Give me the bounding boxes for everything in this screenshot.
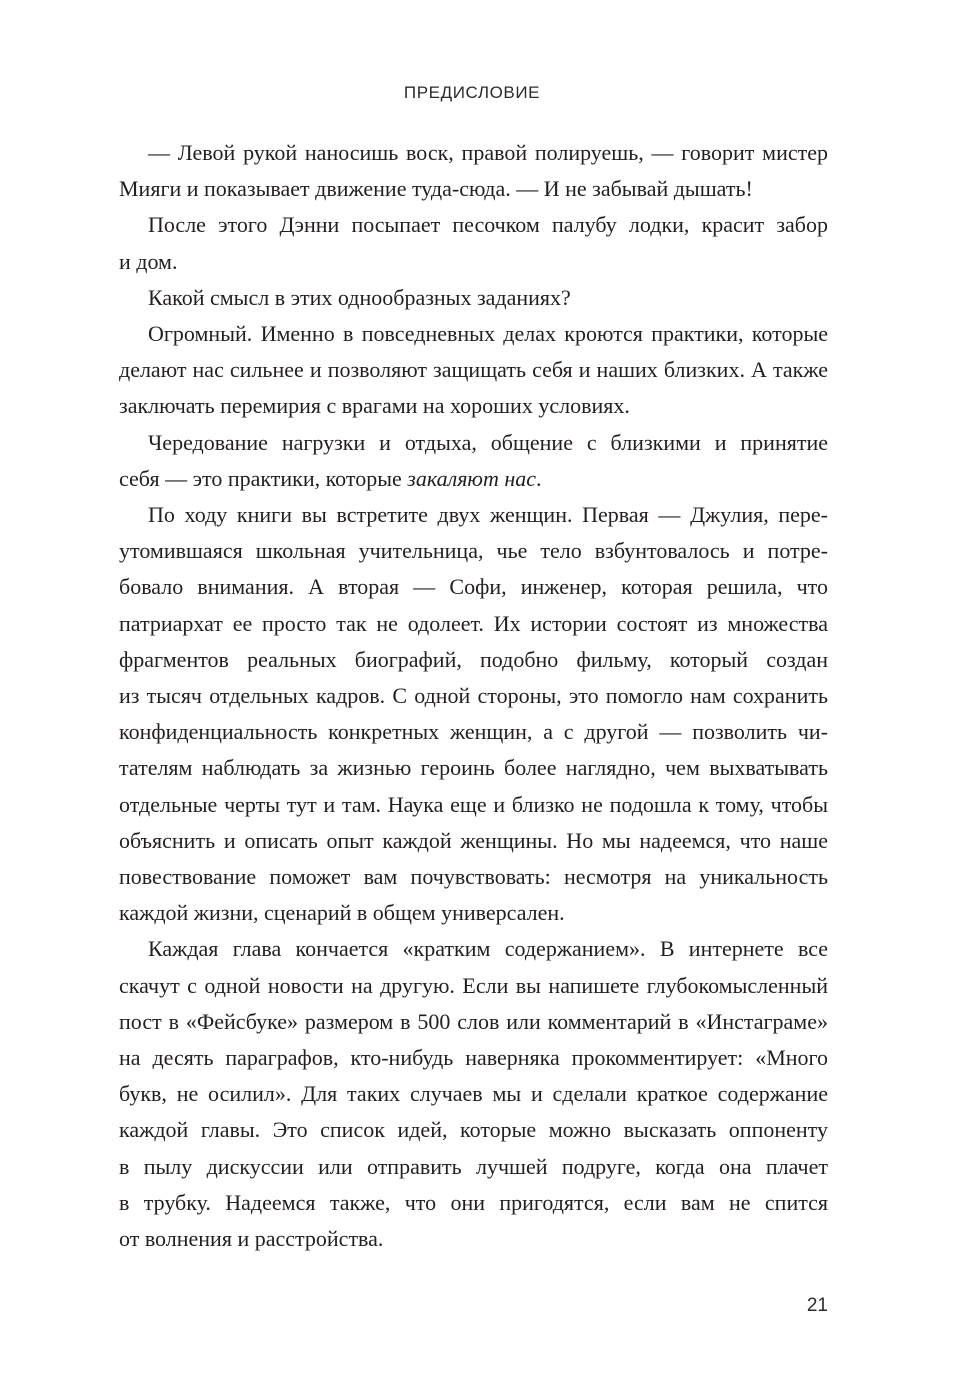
page-number: 21: [806, 1295, 828, 1316]
text-line: По ходу книги вы встретите двух женщин. Первая — Джулия, пере-: [148, 502, 828, 528]
text-line: фрагментов реальных биографий, подобно фильму, который создан: [119, 646, 828, 672]
text-line: объяснить и описать опыт каждой женщины. Но мы надеемся, что наше: [119, 827, 828, 853]
text-line: Каждая глава кончается «кратким содержанием». В интернете все: [148, 936, 828, 962]
text-segment: себя — это практики, которые: [119, 465, 408, 491]
text-line: скачут с одной новости на другую. Если вы напишете глубокомысленный: [119, 972, 828, 998]
text-line: тателям наблюдать за жизнью героинь более наглядно, чем выхватывать: [119, 755, 828, 781]
running-head-title: ПРЕДИСЛОВИЕ: [403, 83, 541, 102]
text-line: из тысяч отдельных кадров. С одной стороны, это помогло нам сохранить: [119, 683, 828, 709]
paragraph-2: [119, 207, 828, 279]
text-line: от волнения и расстройства.: [119, 1226, 384, 1252]
text-line: букв, не осилил». Для таких случаев мы и сделали краткое содержание: [119, 1081, 828, 1107]
text-line: делают нас сильнее и позволяют защищать себя и наших близких. А также: [119, 357, 828, 383]
text-line: патриархат ее просто так не одолеет. Их истории состоят из множества: [119, 610, 828, 636]
text-line: заключать перемирия с врагами на хороших условиях.: [119, 393, 630, 419]
text-line: повествование поможет вам почувствовать: несмотря на уникальность: [119, 864, 828, 890]
text-segment: .: [536, 465, 542, 491]
text-line: Какой смысл в этих однообразных заданиях?: [148, 284, 571, 310]
text-line: в трубку. Надеемся также, что они пригодятся, если вам не спится: [119, 1189, 828, 1215]
text-line: каждой главы. Это список идей, которые можно высказать оппоненту: [119, 1117, 828, 1143]
text-line: — Левой рукой наносишь воск, правой полируешь, — говорит мистер: [148, 140, 828, 165]
text-line: После этого Дэнни посыпает песочком палубу лодки, красит забор: [148, 212, 828, 238]
paragraph-1: [119, 135, 828, 207]
emphasis-text: закаляют нас: [407, 465, 537, 491]
text-line: каждой жизни, сценарий в общем универсален.: [119, 900, 565, 926]
paragraph-6: [119, 497, 828, 931]
text-line: в пылу дискуссии или отправить лучшей подруге, когда она плачет: [119, 1153, 828, 1179]
text-line: пост в «Фейсбуке» размером в 500 слов или комментарий в «Инстаграме»: [119, 1008, 828, 1034]
paragraph-5: [119, 425, 828, 497]
text-line: Мияги и показывает движение туда-сюда. — И не забывай дышать!: [119, 176, 753, 202]
text-line-with-emphasis: [119, 461, 828, 497]
text-line: на десять параграфов, кто-нибудь наверняка прокомментирует: «Много: [119, 1045, 828, 1071]
text-line: и дом.: [119, 248, 178, 274]
text-line: утомившаяся школьная учительница, чье тело взбунтовалось и потре-: [119, 538, 828, 564]
paragraph-7: [119, 931, 828, 1257]
paragraph-4: [119, 316, 828, 425]
text-line: Чередование нагрузки и отдыха, общение с близкими и принятие: [148, 429, 828, 455]
text-line: Огромный. Именно в повседневных делах кроются практики, которые: [148, 321, 828, 347]
text-line: бовало внимания. А вторая — Софи, инженер, которая решила, что: [119, 574, 828, 600]
text-line: конфиденциальность конкретных женщин, а с другой — позволить чи-: [119, 719, 828, 745]
body-text: [119, 135, 828, 1257]
paragraph-3: [119, 280, 828, 316]
text-line: отдельные черты тут и там. Наука еще и близко не подошла к тому, чтобы: [119, 791, 828, 817]
